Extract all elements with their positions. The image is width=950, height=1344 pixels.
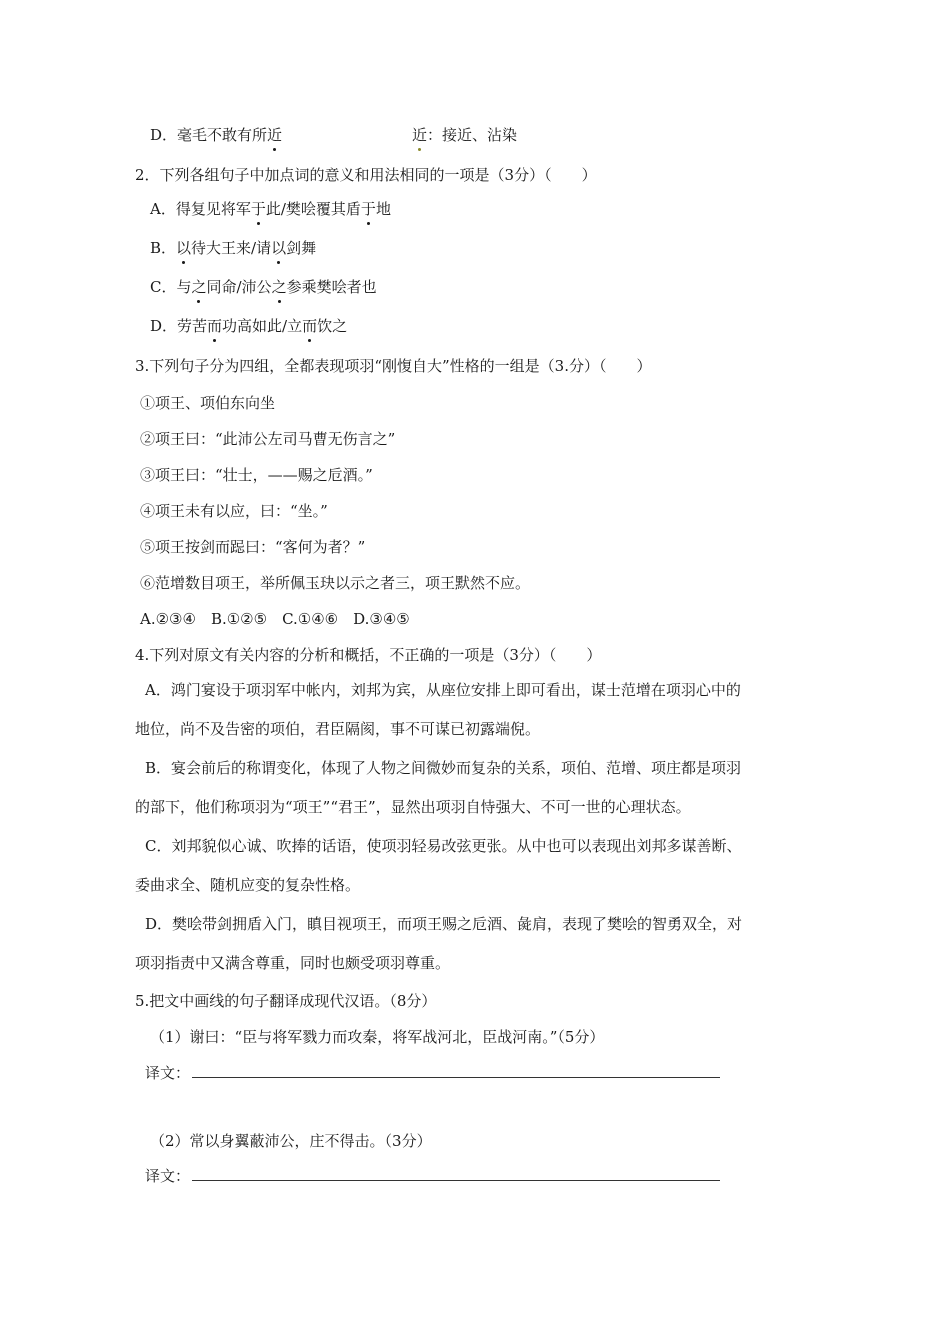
q1-option-d xyxy=(150,125,518,145)
q3-item-5: ⑤项王按剑而跽曰：“客何为者？” xyxy=(140,538,366,556)
q3-item-4: ④项王未有以应，曰：“坐。” xyxy=(140,502,328,520)
q5-answer-2 xyxy=(145,1166,720,1186)
q4-option-d-line2: 项羽指责中又满含尊重，同时也颇受项羽尊重。 xyxy=(135,954,451,972)
q1-d-gloss-dotted-char: 近 xyxy=(412,126,428,144)
q3-item-3: ③项王曰：“壮士，——赐之卮酒。” xyxy=(140,466,373,484)
q2-option-c: C．与之同命/沛公之参乘樊哙者也 xyxy=(150,278,377,296)
q4-option-a-line2: 地位，尚不及告密的项伯，君臣隔阂，事不可谋已初露端倪。 xyxy=(135,720,541,738)
q4-stem: 4.下列对原文有关内容的分析和概括，不正确的一项是（3分）（ ） xyxy=(135,646,602,664)
q2-c-dotted-1: 之 xyxy=(191,278,207,296)
answer-line[interactable] xyxy=(192,1166,720,1181)
q2-b-dotted-2: 以 xyxy=(271,239,287,257)
q2-option-b: B．以待大王来/请以剑舞 xyxy=(150,239,317,257)
q4-option-c-line1: C．刘邦貌似心诚、吹捧的话语，使项羽轻易改弦更张。从中也可以表现出刘邦多谋善断、 xyxy=(145,837,742,855)
q3-options: A.②③④ B.①②⑤ C.①④⑥ D.③④⑤ xyxy=(140,610,410,628)
q1-d-dotted-char: 近 xyxy=(267,126,283,144)
q2-stem: 2．下列各组句子中加点词的意义和用法相同的一项是（3分）（ ） xyxy=(135,166,597,184)
q2-d-dotted-1: 而 xyxy=(207,317,223,335)
answer-line[interactable] xyxy=(192,1063,720,1078)
q2-option-d: D．劳苦而功高如此/立而饮之 xyxy=(150,317,348,335)
q3-item-6: ⑥范增数目项王，举所佩玉玦以示之者三，项王默然不应。 xyxy=(140,574,531,592)
q2-c-dotted-2: 之 xyxy=(271,278,287,296)
q4-option-a-line1: A．鸿门宴设于项羽军中帐内，刘邦为宾，从座位安排上即可看出，谋士范增在项羽心中的 xyxy=(145,681,741,699)
q5-sentence-2: （2）常以身翼蔽沛公，庄不得击。（3分） xyxy=(150,1132,432,1150)
q2-b-dotted-1: 以 xyxy=(176,239,192,257)
q3-item-2: ②项王曰：“此沛公左司马曹无伤言之” xyxy=(140,430,396,448)
q4-option-d-line1: D．樊哙带剑拥盾入门，瞋目视项王，而项王赐之卮酒、彘肩，表现了樊哙的智勇双全，对 xyxy=(145,915,743,933)
q2-d-dotted-2: 而 xyxy=(302,317,318,335)
q2-option-a: A．得复见将军于此/樊哙覆其盾于地 xyxy=(150,200,391,218)
q3-stem: 3.下列句子分为四组，全都表现项羽“刚愎自大”性格的一组是（3.分）（ ） xyxy=(135,357,652,375)
answer-label: 译文： xyxy=(145,1167,191,1185)
q1-d-text: D．毫毛不敢有所 xyxy=(150,126,268,144)
q1-d-gloss: 近：接近、沾染 xyxy=(412,126,518,144)
q4-option-b-line2: 的部下，他们称项羽为“项王”“君王”，显然出项羽自恃强大、不可一世的心理状态。 xyxy=(135,798,691,816)
q3-item-1: ①项王、项伯东向坐 xyxy=(140,394,276,412)
q5-sentence-1: （1）谢曰：“臣与将军戮力而攻秦，将军战河北，臣战河南。”（5分） xyxy=(150,1028,605,1046)
q5-stem: 5.把文中画线的句子翻译成现代汉语。（8分） xyxy=(135,992,437,1010)
q2-a-dotted-1: 于 xyxy=(250,200,266,218)
q2-a-dotted-2: 于 xyxy=(360,200,376,218)
q5-answer-1 xyxy=(145,1063,720,1083)
answer-label: 译文： xyxy=(145,1064,191,1082)
q4-option-c-line2: 委曲求全、随机应变的复杂性格。 xyxy=(135,876,361,894)
q4-option-b-line1: B．宴会前后的称谓变化，体现了人物之间微妙而复杂的关系，项伯、范增、项庄都是项羽 xyxy=(145,759,742,777)
